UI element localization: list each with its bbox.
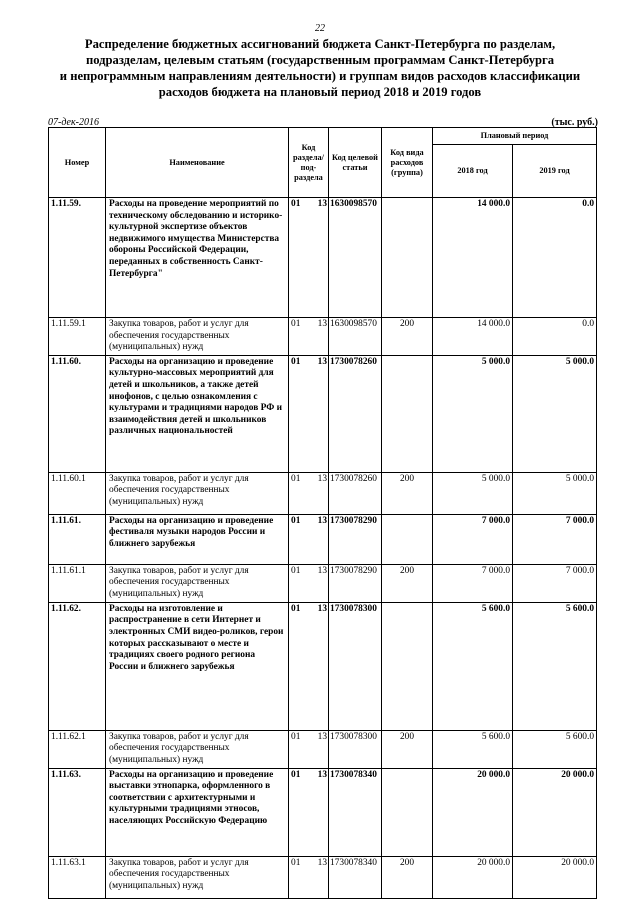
header-name: Наименование bbox=[106, 128, 289, 198]
document-date: 07-дек-2016 bbox=[48, 117, 99, 128]
row-amount-2019: 5 600.0 bbox=[513, 730, 597, 768]
row-expense-group: 200 bbox=[382, 472, 433, 514]
row-target-code: 1630098570 bbox=[329, 318, 382, 356]
row-amount-2019: 7 000.0 bbox=[513, 514, 597, 564]
row-target-code: 1730078300 bbox=[329, 602, 382, 730]
table-row bbox=[49, 472, 597, 514]
table-row bbox=[49, 856, 597, 898]
row-target-code: 1730078340 bbox=[329, 768, 382, 856]
row-target-code: 1730078290 bbox=[329, 514, 382, 564]
row-subsection: 13 bbox=[311, 730, 329, 768]
header-2019: 2019 год bbox=[513, 145, 597, 198]
table-row bbox=[49, 602, 597, 730]
row-amount-2018: 5 000.0 bbox=[433, 355, 513, 472]
row-name: Закупка товаров, работ и услуг для обеспечения государственных (муниципальных) нужд bbox=[106, 318, 289, 356]
row-subsection: 13 bbox=[311, 472, 329, 514]
row-number: 1.11.63.1 bbox=[49, 856, 106, 898]
row-expense-group bbox=[382, 768, 433, 856]
row-number: 1.11.62.1 bbox=[49, 730, 106, 768]
row-expense-group bbox=[382, 514, 433, 564]
header-planned-period: Плановый период bbox=[433, 128, 597, 145]
row-amount-2018: 5 000.0 bbox=[433, 472, 513, 514]
row-section: 01 bbox=[289, 514, 311, 564]
table-row bbox=[49, 355, 597, 472]
row-target-code: 1630098570 bbox=[329, 198, 382, 318]
row-expense-group bbox=[382, 355, 433, 472]
row-number: 1.11.63. bbox=[49, 768, 106, 856]
row-number: 1.11.60. bbox=[49, 355, 106, 472]
row-amount-2019: 0.0 bbox=[513, 198, 597, 318]
table-row bbox=[49, 514, 597, 564]
row-subsection: 13 bbox=[311, 602, 329, 730]
row-amount-2019: 5 000.0 bbox=[513, 355, 597, 472]
row-target-code: 1730078290 bbox=[329, 564, 382, 602]
row-expense-group bbox=[382, 198, 433, 318]
row-amount-2018: 14 000.0 bbox=[433, 318, 513, 356]
table-row bbox=[49, 198, 597, 318]
table-row bbox=[49, 730, 597, 768]
units-label: (тыс. руб.) bbox=[551, 117, 598, 128]
row-amount-2018: 14 000.0 bbox=[433, 198, 513, 318]
row-amount-2018: 20 000.0 bbox=[433, 856, 513, 898]
row-name: Расходы на изготовление и распространение в сети Интернет и электронных СМИ видео-роликов, герои которых рассказывают о месте и традициях своего родного региона России и ближнего зарубежья bbox=[106, 602, 289, 730]
table-body bbox=[49, 198, 597, 899]
table-row bbox=[49, 564, 597, 602]
row-amount-2018: 7 000.0 bbox=[433, 514, 513, 564]
document-title bbox=[40, 36, 600, 100]
page-number: 22 bbox=[315, 23, 325, 34]
row-target-code: 1730078260 bbox=[329, 472, 382, 514]
row-amount-2018: 20 000.0 bbox=[433, 768, 513, 856]
row-expense-group bbox=[382, 602, 433, 730]
row-expense-group: 200 bbox=[382, 564, 433, 602]
row-amount-2019: 5 000.0 bbox=[513, 472, 597, 514]
row-number: 1.11.59.1 bbox=[49, 318, 106, 356]
row-name: Расходы на организацию и проведение фестиваля музыки народов России и ближнего зарубежья bbox=[106, 514, 289, 564]
row-number: 1.11.60.1 bbox=[49, 472, 106, 514]
row-section: 01 bbox=[289, 355, 311, 472]
row-amount-2018: 5 600.0 bbox=[433, 730, 513, 768]
row-number: 1.11.61. bbox=[49, 514, 106, 564]
row-amount-2018: 5 600.0 bbox=[433, 602, 513, 730]
row-subsection: 13 bbox=[311, 856, 329, 898]
table-header bbox=[49, 128, 597, 198]
row-section: 01 bbox=[289, 730, 311, 768]
row-name: Расходы на проведение мероприятий по техническому обследованию и историко-культурной экспертизе объектов недвижимого имущества Министерства обороны Российской Федерации, переданных в собственность Санкт-Петербурга" bbox=[106, 198, 289, 318]
table-row bbox=[49, 768, 597, 856]
row-amount-2019: 20 000.0 bbox=[513, 856, 597, 898]
row-target-code: 1730078300 bbox=[329, 730, 382, 768]
row-name: Закупка товаров, работ и услуг для обеспечения государственных (муниципальных) нужд bbox=[106, 472, 289, 514]
row-expense-group: 200 bbox=[382, 856, 433, 898]
row-name: Закупка товаров, работ и услуг для обеспечения государственных (муниципальных) нужд bbox=[106, 564, 289, 602]
row-section: 01 bbox=[289, 856, 311, 898]
row-amount-2019: 7 000.0 bbox=[513, 564, 597, 602]
header-number: Номер bbox=[49, 128, 106, 198]
header-section: Код раздела/ под- раздела bbox=[289, 128, 329, 198]
row-name: Расходы на организацию и проведение культурно-массовых мероприятий для детей и школьников, а также детей инофонов, с целью ознакомления с культурами и традициями народов РФ и взаимодействия детей и школьников различных национальностей bbox=[106, 355, 289, 472]
title-line: Распределение бюджетных ассигнований бюджета Санкт-Петербурга по разделам, bbox=[84, 37, 556, 51]
header-group: Код вида расходов (группа) bbox=[382, 128, 433, 198]
title-line: и непрограммным направлениям деятельности) и группам видов расходов классификации bbox=[59, 69, 581, 83]
title-line: расходов бюджета на плановый период 2018 и 2019 годов bbox=[158, 85, 482, 99]
row-name: Закупка товаров, работ и услуг для обеспечения государственных (муниципальных) нужд bbox=[106, 856, 289, 898]
row-subsection: 13 bbox=[311, 355, 329, 472]
row-subsection: 13 bbox=[311, 514, 329, 564]
row-name: Закупка товаров, работ и услуг для обеспечения государственных (муниципальных) нужд bbox=[106, 730, 289, 768]
row-expense-group: 200 bbox=[382, 730, 433, 768]
row-amount-2019: 5 600.0 bbox=[513, 602, 597, 730]
row-section: 01 bbox=[289, 198, 311, 318]
row-number: 1.11.62. bbox=[49, 602, 106, 730]
row-section: 01 bbox=[289, 602, 311, 730]
row-section: 01 bbox=[289, 564, 311, 602]
row-subsection: 13 bbox=[311, 318, 329, 356]
row-section: 01 bbox=[289, 472, 311, 514]
row-amount-2019: 0.0 bbox=[513, 318, 597, 356]
row-target-code: 1730078260 bbox=[329, 355, 382, 472]
row-number: 1.11.61.1 bbox=[49, 564, 106, 602]
row-number: 1.11.59. bbox=[49, 198, 106, 318]
row-subsection: 13 bbox=[311, 564, 329, 602]
row-subsection: 13 bbox=[311, 768, 329, 856]
row-name: Расходы на организацию и проведение выставки этнопарка, оформленного в соответствии с архитектурными и культурными традициями этносов, населяющих Российскую Федерацию bbox=[106, 768, 289, 856]
header-2018: 2018 год bbox=[433, 145, 513, 198]
table-row bbox=[49, 318, 597, 356]
row-amount-2019: 20 000.0 bbox=[513, 768, 597, 856]
title-line: подразделам, целевым статьям (государственным программам Санкт-Петербурга bbox=[85, 53, 555, 67]
row-expense-group: 200 bbox=[382, 318, 433, 356]
header-target: Код целевой статьи bbox=[329, 128, 382, 198]
row-target-code: 1730078340 bbox=[329, 856, 382, 898]
row-amount-2018: 7 000.0 bbox=[433, 564, 513, 602]
row-section: 01 bbox=[289, 318, 311, 356]
row-section: 01 bbox=[289, 768, 311, 856]
row-subsection: 13 bbox=[311, 198, 329, 318]
budget-table bbox=[48, 127, 597, 899]
